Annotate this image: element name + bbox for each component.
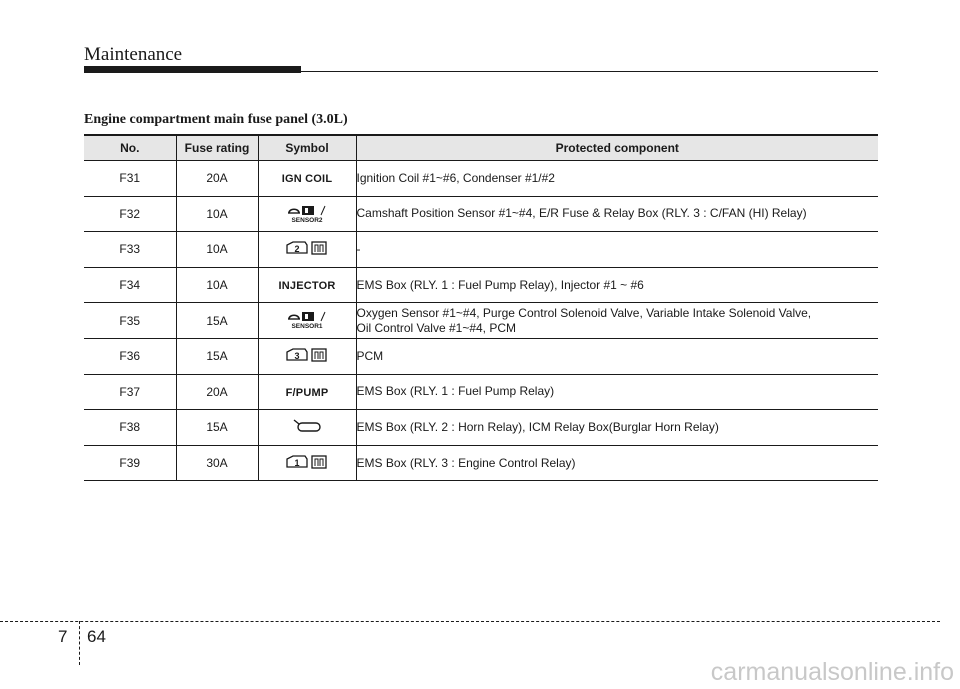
fuse-rating: 10A (176, 196, 258, 232)
fuse-symbol (258, 161, 356, 197)
engine-relay-icon (285, 239, 329, 257)
engine-relay-symbol (285, 239, 329, 257)
table-row (84, 267, 878, 303)
header-rule-thick (84, 66, 301, 73)
fuse-rating: 15A (176, 338, 258, 374)
protected-component: EMS Box (RLY. 1 : Fuel Pump Relay) (356, 374, 878, 410)
relay-number: 1 (294, 457, 300, 468)
protected-component: EMS Box (RLY. 3 : Engine Control Relay) (356, 445, 878, 481)
column-header-protected-component: Protected component (356, 135, 878, 161)
watermark: carmanualsonline.info (710, 658, 954, 686)
protected-component: Camshaft Position Sensor #1~#4, E/R Fuse & Relay Box (RLY. 3 : C/FAN (HI) Relay) (356, 196, 878, 232)
fuse-number: F36 (84, 338, 176, 374)
relay-number: 2 (294, 243, 300, 254)
fuse-symbol (258, 338, 356, 374)
symbol-text: F/PUMP (285, 386, 329, 399)
engine-relay-icon (285, 453, 329, 471)
fuse-rating: 30A (176, 445, 258, 481)
fuse-number: F31 (84, 161, 176, 197)
protected-component: Ignition Coil #1~#6, Condenser #1/#2 (356, 161, 878, 197)
fuse-rating: 10A (176, 232, 258, 268)
protected-component (356, 303, 878, 339)
horn-symbol (290, 418, 324, 434)
column-header-symbol: Symbol (258, 135, 356, 161)
fuse-table (84, 134, 878, 481)
chapter-number: 7 (58, 627, 68, 646)
fuse-symbol (258, 267, 356, 303)
sensor-label: SENSOR2 (291, 216, 323, 224)
fuse-rating: 20A (176, 374, 258, 410)
engine-relay-icon (285, 346, 329, 364)
fuse-symbol (258, 445, 356, 481)
footer-divider (79, 621, 80, 665)
section-header-title: Maintenance (84, 44, 183, 65)
sensor-symbol (285, 310, 329, 331)
fuse-number: F39 (84, 445, 176, 481)
protected-component: PCM (356, 338, 878, 374)
table-row (84, 445, 878, 481)
protected-component: EMS Box (RLY. 1 : Fuel Pump Relay), Injector #1 ~ #6 (356, 267, 878, 303)
fuse-symbol (258, 232, 356, 268)
table-row (84, 338, 878, 374)
table-row (84, 410, 878, 446)
symbol-text: IGN COIL (281, 173, 333, 186)
fuse-symbol (258, 196, 356, 232)
table-row (84, 303, 878, 339)
symbol-text: INJECTOR (278, 280, 336, 293)
fuse-number: F32 (84, 196, 176, 232)
fuse-number: F35 (84, 303, 176, 339)
protected-component-line: Oxygen Sensor #1~#4, Purge Control Solenoid Valve, Variable Intake Solenoid Valve, (356, 305, 812, 320)
fuse-rating: 10A (176, 267, 258, 303)
engine-relay-symbol (285, 346, 329, 364)
table-header-row (84, 135, 878, 161)
column-header-fuse-rating: Fuse rating (176, 135, 258, 161)
protected-component-line: Oil Control Valve #1~#4, PCM (356, 320, 517, 335)
fuse-rating: 15A (176, 303, 258, 339)
sensor-engine-icon (285, 204, 329, 217)
table-row (84, 374, 878, 410)
column-header-no: No. (84, 135, 176, 161)
header-rule-thin (301, 71, 878, 72)
fuse-panel-title: Engine compartment main fuse panel (3.0L) (84, 112, 348, 127)
fuse-number: F37 (84, 374, 176, 410)
fuse-rating: 15A (176, 410, 258, 446)
fuse-rating: 20A (176, 161, 258, 197)
engine-relay-symbol (285, 453, 329, 471)
fuse-number: F38 (84, 410, 176, 446)
fuse-symbol (258, 410, 356, 446)
sensor-symbol (285, 204, 329, 225)
fuse-number: F33 (84, 232, 176, 268)
protected-component: - (356, 232, 878, 268)
table-row (84, 196, 878, 232)
protected-component: EMS Box (RLY. 2 : Horn Relay), ICM Relay Box(Burglar Horn Relay) (356, 410, 878, 446)
horn-icon (290, 418, 324, 434)
sensor-label: SENSOR1 (291, 323, 323, 331)
table-row (84, 161, 878, 197)
fuse-symbol (258, 374, 356, 410)
page-number: 64 (87, 627, 106, 646)
relay-number: 3 (294, 350, 300, 361)
fuse-number: F34 (84, 267, 176, 303)
footer-rule (0, 621, 940, 622)
table-row (84, 232, 878, 268)
sensor-engine-icon (285, 310, 329, 323)
fuse-symbol (258, 303, 356, 339)
